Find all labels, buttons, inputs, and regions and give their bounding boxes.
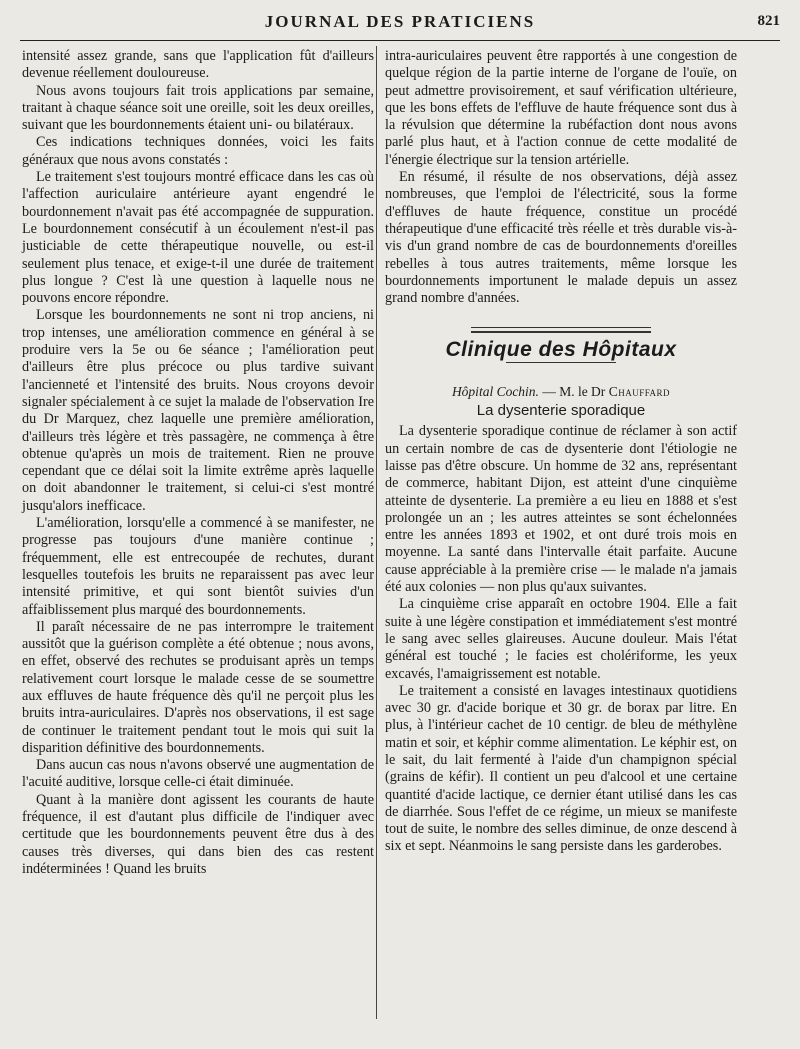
paragraph: Nous avons toujours fait trois applications par semaine, traitant à chaque séance soit une oreille, soit les deux oreilles, suivant que les bourdonnements étaient uni- ou bilatéraux. (22, 82, 374, 134)
byline-separator: — M. le Dr (538, 383, 609, 399)
paragraph: L'amélioration, lorsqu'elle a commencé à se manifester, ne progresse pas toujours d'une manière continue ; fréquemment, elle est entrecoupée de rechutes, durant lesquelles toutefois les bruits ne reparaissent pas avec leur intensité primitive, et qui sont bientôt suivies d'un affaiblissement plus marqué des bourdonnements. (22, 515, 374, 618)
paragraph: La dysenterie sporadique continue de réclamer à son actif un certain nombre de cas de dysenterie dont l'étiologie ne laisse pas d'être obscure. Un homme de 32 ans, représentant de commerce, habitant Dijon, est atteint d'une cinquième atteinte de dysenterie. La première a eu lieu en 1888 et s'est prolongée un an ; les autres atteintes se sont échelonnées entre les années 1893 et 1902, et ont duré trois mois en moyenne. La santé dans l'intervalle était parfaite. Aucune cause appréciable à la première crise — le malade n'a jamais été aux colonies — non plus qu'aux suivantes. (385, 423, 737, 596)
left-column (22, 48, 374, 878)
journal-title: JOURNAL DES PRATICIENS (264, 12, 536, 31)
paragraph: Lorsque les bourdonnements ne sont ni trop anciens, ni trop intenses, une amélioration commence en général à se produire vers la 5e ou 6e séance ; l'amélioration peut d'ailleurs être plus précoce ou plus tardive suivant l'ancienneté et l'intensité des bruits. Nous croyons devoir signaler spécialement à ce sujet la malade de l'observation Ire du Dr Marquez, chez laquelle une première amélioration, d'ailleurs très légère et très passagère, ne commença à être obtenue qu'après un mois de traitement. Rien ne prouve cependant que ce délai soit la limite extrême après laquelle on doit abandonner le traitement, si celui-ci s'est montré jusqu'alors inefficace. (22, 307, 374, 514)
paragraph: intensité assez grande, sans que l'application fût d'ailleurs devenue réellement douloureuse. (22, 48, 374, 82)
section-underline (506, 362, 616, 363)
page-number: 821 (757, 13, 780, 29)
paragraph: Le traitement s'est toujours montré efficace dans les cas où l'affection auriculaire antérieure ayant engendré le bourdonnement n'avait pas été accompagnée de suppuration. Le bourdonnement consécutif à un écoulement n'est-il pas justiciable de cette thérapeutique nouvelle, ou est-il seulement plus tenace, et exige-t-il une durée de traitement plus longue ? C'est là une question à laquelle nous ne pouvons encore répondre. (22, 169, 374, 307)
section-title: Clinique des Hôpitaux (445, 338, 677, 362)
paragraph: Il paraît nécessaire de ne pas interrompre le traitement aussitôt que la guérison complète a été obtenue ; nous avons, en effet, observé des rechutes se produisant après un temps relativement court lorsque le malade cesse de se soumettre aux effluves de haute fréquence dès qu'il ne perçoit plus les bruits intra-auriculaires. D'après nos observations, il est sage de continuer le traitement pendant tout le mois qui suit la disparition définitive des bourdonnements. (22, 618, 374, 756)
paragraph: Dans aucun cas nous n'avons observé une augmentation de l'acuité auditive, lorsque celle-ci était diminuée. (22, 757, 374, 791)
section-rule (471, 327, 651, 333)
running-head (20, 10, 780, 41)
column-divider (376, 46, 377, 1019)
paragraph: Le traitement a consisté en lavages intestinaux quotidiens avec 30 gr. d'acide borique et 30 gr. de borax par litre. En plus, à l'intérieur cachet de 10 centigr. de bleu de méthylène matin et soir, et képhir comme alimentation. Le képhir est, on le sait, du lait fermenté à l'aide d'un champignon spécial (grains de kéfir). Il contient un peu d'alcool et une certaine quantité d'acide lactique, ce dernier étant utilisé dans les cas de diarrhée. Sous l'effet de ce régime, un mieux se manifeste tout de suite, le nombre des selles diminue, de onze descend à six et sept. Néanmoins le sang persiste dans les garderobes. (385, 682, 737, 855)
byline-author: Chauffard (608, 383, 671, 399)
paragraph: En résumé, il résulte de nos observations, déjà assez nombreuses, que l'emploi de l'électricité, sous la forme d'effluves de haute fréquence, constitue un procédé thérapeutique d'une efficacité très réelle et très durable vis-à-vis d'un grand nombre de cas de bourdonnements d'oreilles rebelles à tous autres traitements, même lorsque les bourdonnements importunent le malade depuis un assez grand nombre d'années. (385, 169, 737, 307)
paragraph: Quant à la manière dont agissent les courants de haute fréquence, il est d'autant plus difficile de l'indiquer avec certitude que les bourdonnements peuvent être dus à des causes très diverses, qui dans bien des cas restent indéterminées ! Quand les bruits (22, 791, 374, 877)
byline-hospital: Hôpital Cochin. (451, 383, 539, 399)
article-byline (385, 383, 737, 400)
article-title: La dysenterie sporadique (476, 402, 646, 420)
paragraph: La cinquième crise apparaît en octobre 1904. Elle a fait suite à une légère constipation et immédiatement s'est montré le sang avec selles glaireuses. Aucune douleur. Mais l'état général est touché ; le facies est cholériforme, les yeux excavés, l'amaigrissement est notable. (385, 596, 737, 682)
right-column (385, 48, 737, 856)
paragraph: intra-auriculaires peuvent être rapportés à une congestion de quelque région de la partie interne de l'organe de l'ouïe, on peut admettre provisoirement, et sauf vérification ultérieure, que les bons effets de l'effluve de haute fréquence sont dus à la révulsion que détermine la rubéfaction dont nous avons parlé plus haut, et à l'action connue de cette modalité de l'énergie électrique sur la tension artérielle. (385, 48, 737, 168)
paragraph: Ces indications techniques données, voici les faits généraux que nous avons constatés : (22, 134, 374, 168)
